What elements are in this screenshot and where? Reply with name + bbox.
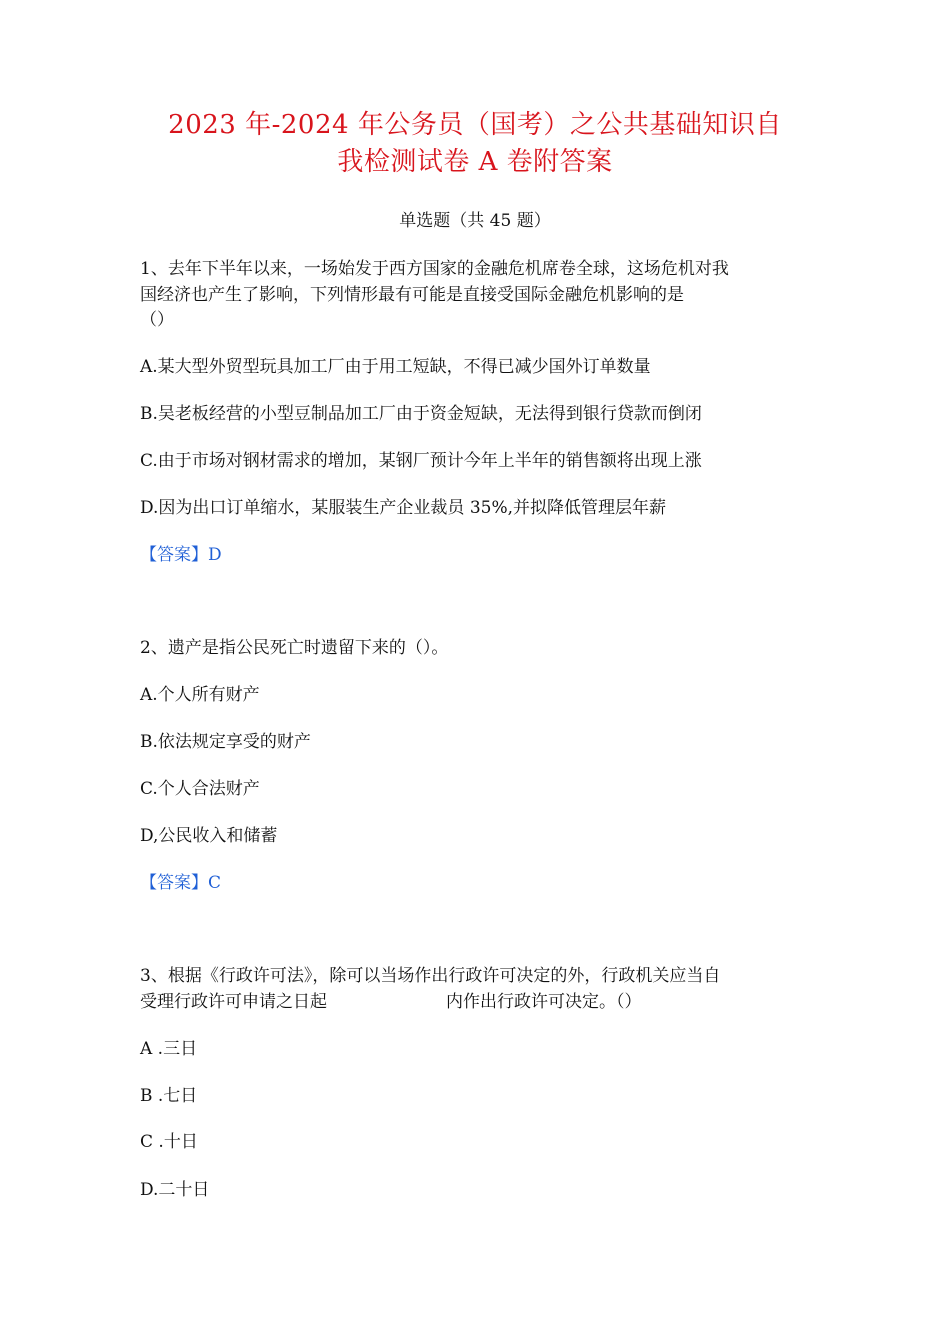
option-b: B.依法规定享受的财产 [140,732,311,752]
answer-value: D [208,545,222,565]
option-b: B.吴老板经营的小型豆制品加工厂由于资金短缺，无法得到银行贷款而倒闭 [140,404,702,424]
answer [140,871,221,895]
option-c: C.个人合法财产 [140,779,260,799]
answer-value: C [208,873,222,893]
answer [140,543,222,567]
option-d: D.因为出口订单缩水，某服装生产企业裁员 35%,并拟降低管理层年薪 [140,498,667,518]
question-stem-line: 3、根据《行政许可法》，除可以当场作出行政许可决定的外，行政机关应当自 [140,966,721,986]
question-stem-line: （） [140,310,174,330]
option-c: C .十日 [140,1132,198,1152]
option-d: D.二十日 [140,1180,210,1200]
question-stem-line: 2、遗产是指公民死亡时遗留下来的（）。 [140,638,449,658]
option-a: A.个人所有财产 [140,685,260,705]
section-heading: 单选题（共 45 题） [399,211,551,231]
option-d: D,公民收入和储蓄 [140,826,278,846]
question-stem-line: 受理行政许可申请之日起 内作出行政许可决定。（） [140,992,642,1012]
answer-label: 【答案】 [140,873,208,893]
option-a: A.某大型外贸型玩具加工厂由于用工短缺，不得已减少国外订单数量 [140,357,651,377]
answer-label: 【答案】 [140,545,208,565]
option-a: A .三日 [140,1039,198,1059]
document-title-line-1: 2023 年-2024 年公务员（国考）之公共基础知识自 [168,110,782,140]
document-title-line-2: 我检测试卷 A 卷附答案 [337,147,613,177]
question-stem-line: 1、去年下半年以来，一场始发于西方国家的金融危机席卷全球，这场危机对我 [140,259,729,279]
option-c: C.由于市场对钢材需求的增加，某钢厂预计今年上半年的销售额将出现上涨 [140,451,702,471]
question-stem-line: 国经济也产生了影响，下列情形最有可能是直接受国际金融危机影响的是 [140,285,684,305]
option-b: B .七日 [140,1086,198,1106]
